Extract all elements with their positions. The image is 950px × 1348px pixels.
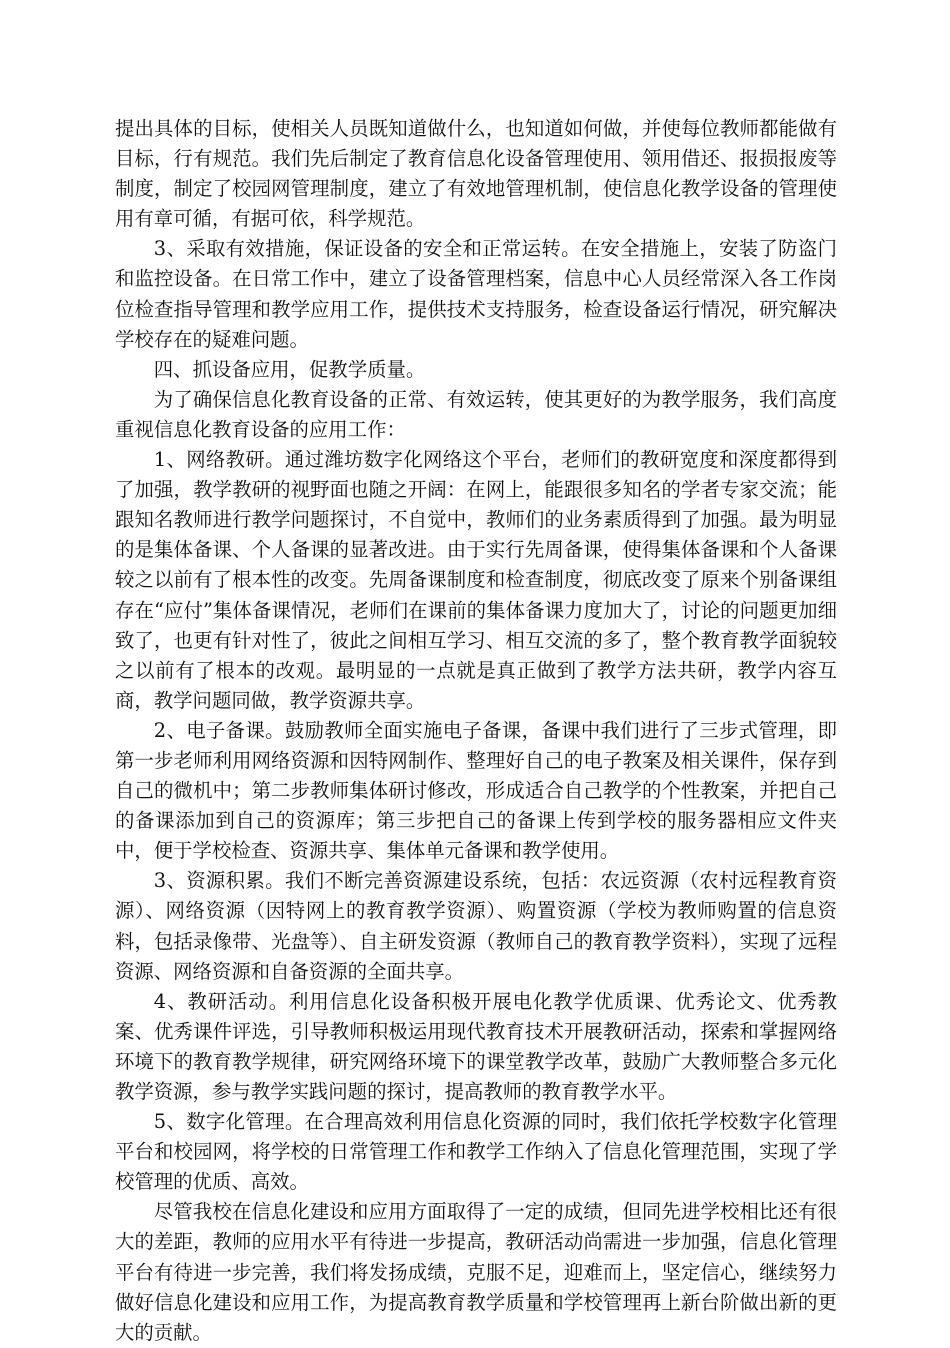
document-page [115, 114, 837, 1348]
paragraph-resource-accumulation: 3、资源积累。我们不断完善资源建设系统，包括：农远资源（农村远程教育资源）、网络资源（因特网上的教育教学资源）、购置资源（学校为教师购置的信息资料，包括录像带、光盘等）、自主研发资源（教师自己的教育教学资料），实现了远程资源、网络资源和自备资源的全面共享。 [115, 869, 837, 983]
paragraph-electronic-lesson-prep: 2、电子备课。鼓励教师全面实施电子备课，备课中我们进行了三步式管理，即第一步老师利用网络资源和因特网制作、整理好自己的电子教案及相关课件，保存到自己的微机中；第二步教师集体研讨修改，形成适合自己教学的个性教案，并把自己的备课添加到自己的资源库；第三步把自己的备课上传到学校的服务器相应文件夹中，便于学校检查、资源共享、集体单元备课和教学使用。 [115, 718, 837, 863]
paragraph-intro: 为了确保信息化教育设备的正常、有效运转，使其更好的为教学服务，我们高度重视信息化教育设备的应用工作： [115, 387, 837, 441]
paragraph-network-research: 1、网络教研。通过潍坊数字化网络这个平台，老师们的教研宽度和深度都得到了加强，教学教研的视野面也随之开阔：在网上，能跟很多知名的学者专家交流；能跟知名教师进行教学问题探讨，不自觉中，教师们的业务素质得到了加强。最为明显的是集体备课、个人备课的显著改进。由于实行先周备课，使得集体备课和个人备课较之以前有了根本性的改变。先周备课制度和检查制度，彻底改变了原来个别备课组存在“应付”集体备课情况，老师们在课前的集体备课力度加大了，讨论的问题更加细致了，也更有针对性了，彼此之间相互学习、相互交流的多了，整个教育教学面貌较之以前有了根本的改观。最明显的一点就是真正做到了教学方法共研，教学内容互商，教学问题同做，教学资源共享。 [115, 448, 837, 712]
paragraph-measures: 3、采取有效措施，保证设备的安全和正常运转。在安全措施上，安装了防盗门和监控设备。在日常工作中，建立了设备管理档案，信息中心人员经常深入各工作岗位检查指导管理和教学应用工作，提供技术支持服务，检查设备运行情况，研究解决学校存在的疑难问题。 [115, 237, 837, 351]
paragraph-conclusion: 尽管我校在信息化建设和应用方面取得了一定的成绩，但同先进学校相比还有很大的差距，教师的应用水平有待进一步提高，教研活动尚需进一步加强，信息化管理平台有待进一步完善，我们将发扬成绩，克服不足，迎难而上，坚定信心，继续努力做好信息化建设和应用工作，为提高教育教学质量和学校管理再上新台阶做出新的更大的贡献。 [115, 1200, 837, 1344]
paragraph-continuation: 提出具体的目标，使相关人员既知道做什么，也知道如何做，并使每位教师都能做有目标，行有规范。我们先后制定了教育信息化设备管理使用、领用借还、报损报废等制度，制定了校园网管理制度，建立了有效地管理机制，使信息化教学设备的管理使用有章可循，有据可依，科学规范。 [115, 117, 837, 231]
section-heading-four: 四、抓设备应用，促教学质量。 [153, 357, 426, 381]
paragraph-digital-management: 5、数字化管理。在合理高效利用信息化资源的同时，我们依托学校数字化管理平台和校园网，将学校的日常管理工作和教学工作纳入了信息化管理范围，实现了学校管理的优质、高效。 [115, 1110, 837, 1194]
paragraph-teaching-research: 4、教研活动。利用信息化设备积极开展电化教学优质课、优秀论文、优秀教案、优秀课件评选，引导教师积极运用现代教育技术开展教研活动，探索和掌握网络环境下的教育教学规律，研究网络环境下的课堂教学改革，鼓励广大教师整合多元化教学资源，参与教学实践问题的探讨，提高教师的教育教学水平。 [115, 989, 837, 1103]
